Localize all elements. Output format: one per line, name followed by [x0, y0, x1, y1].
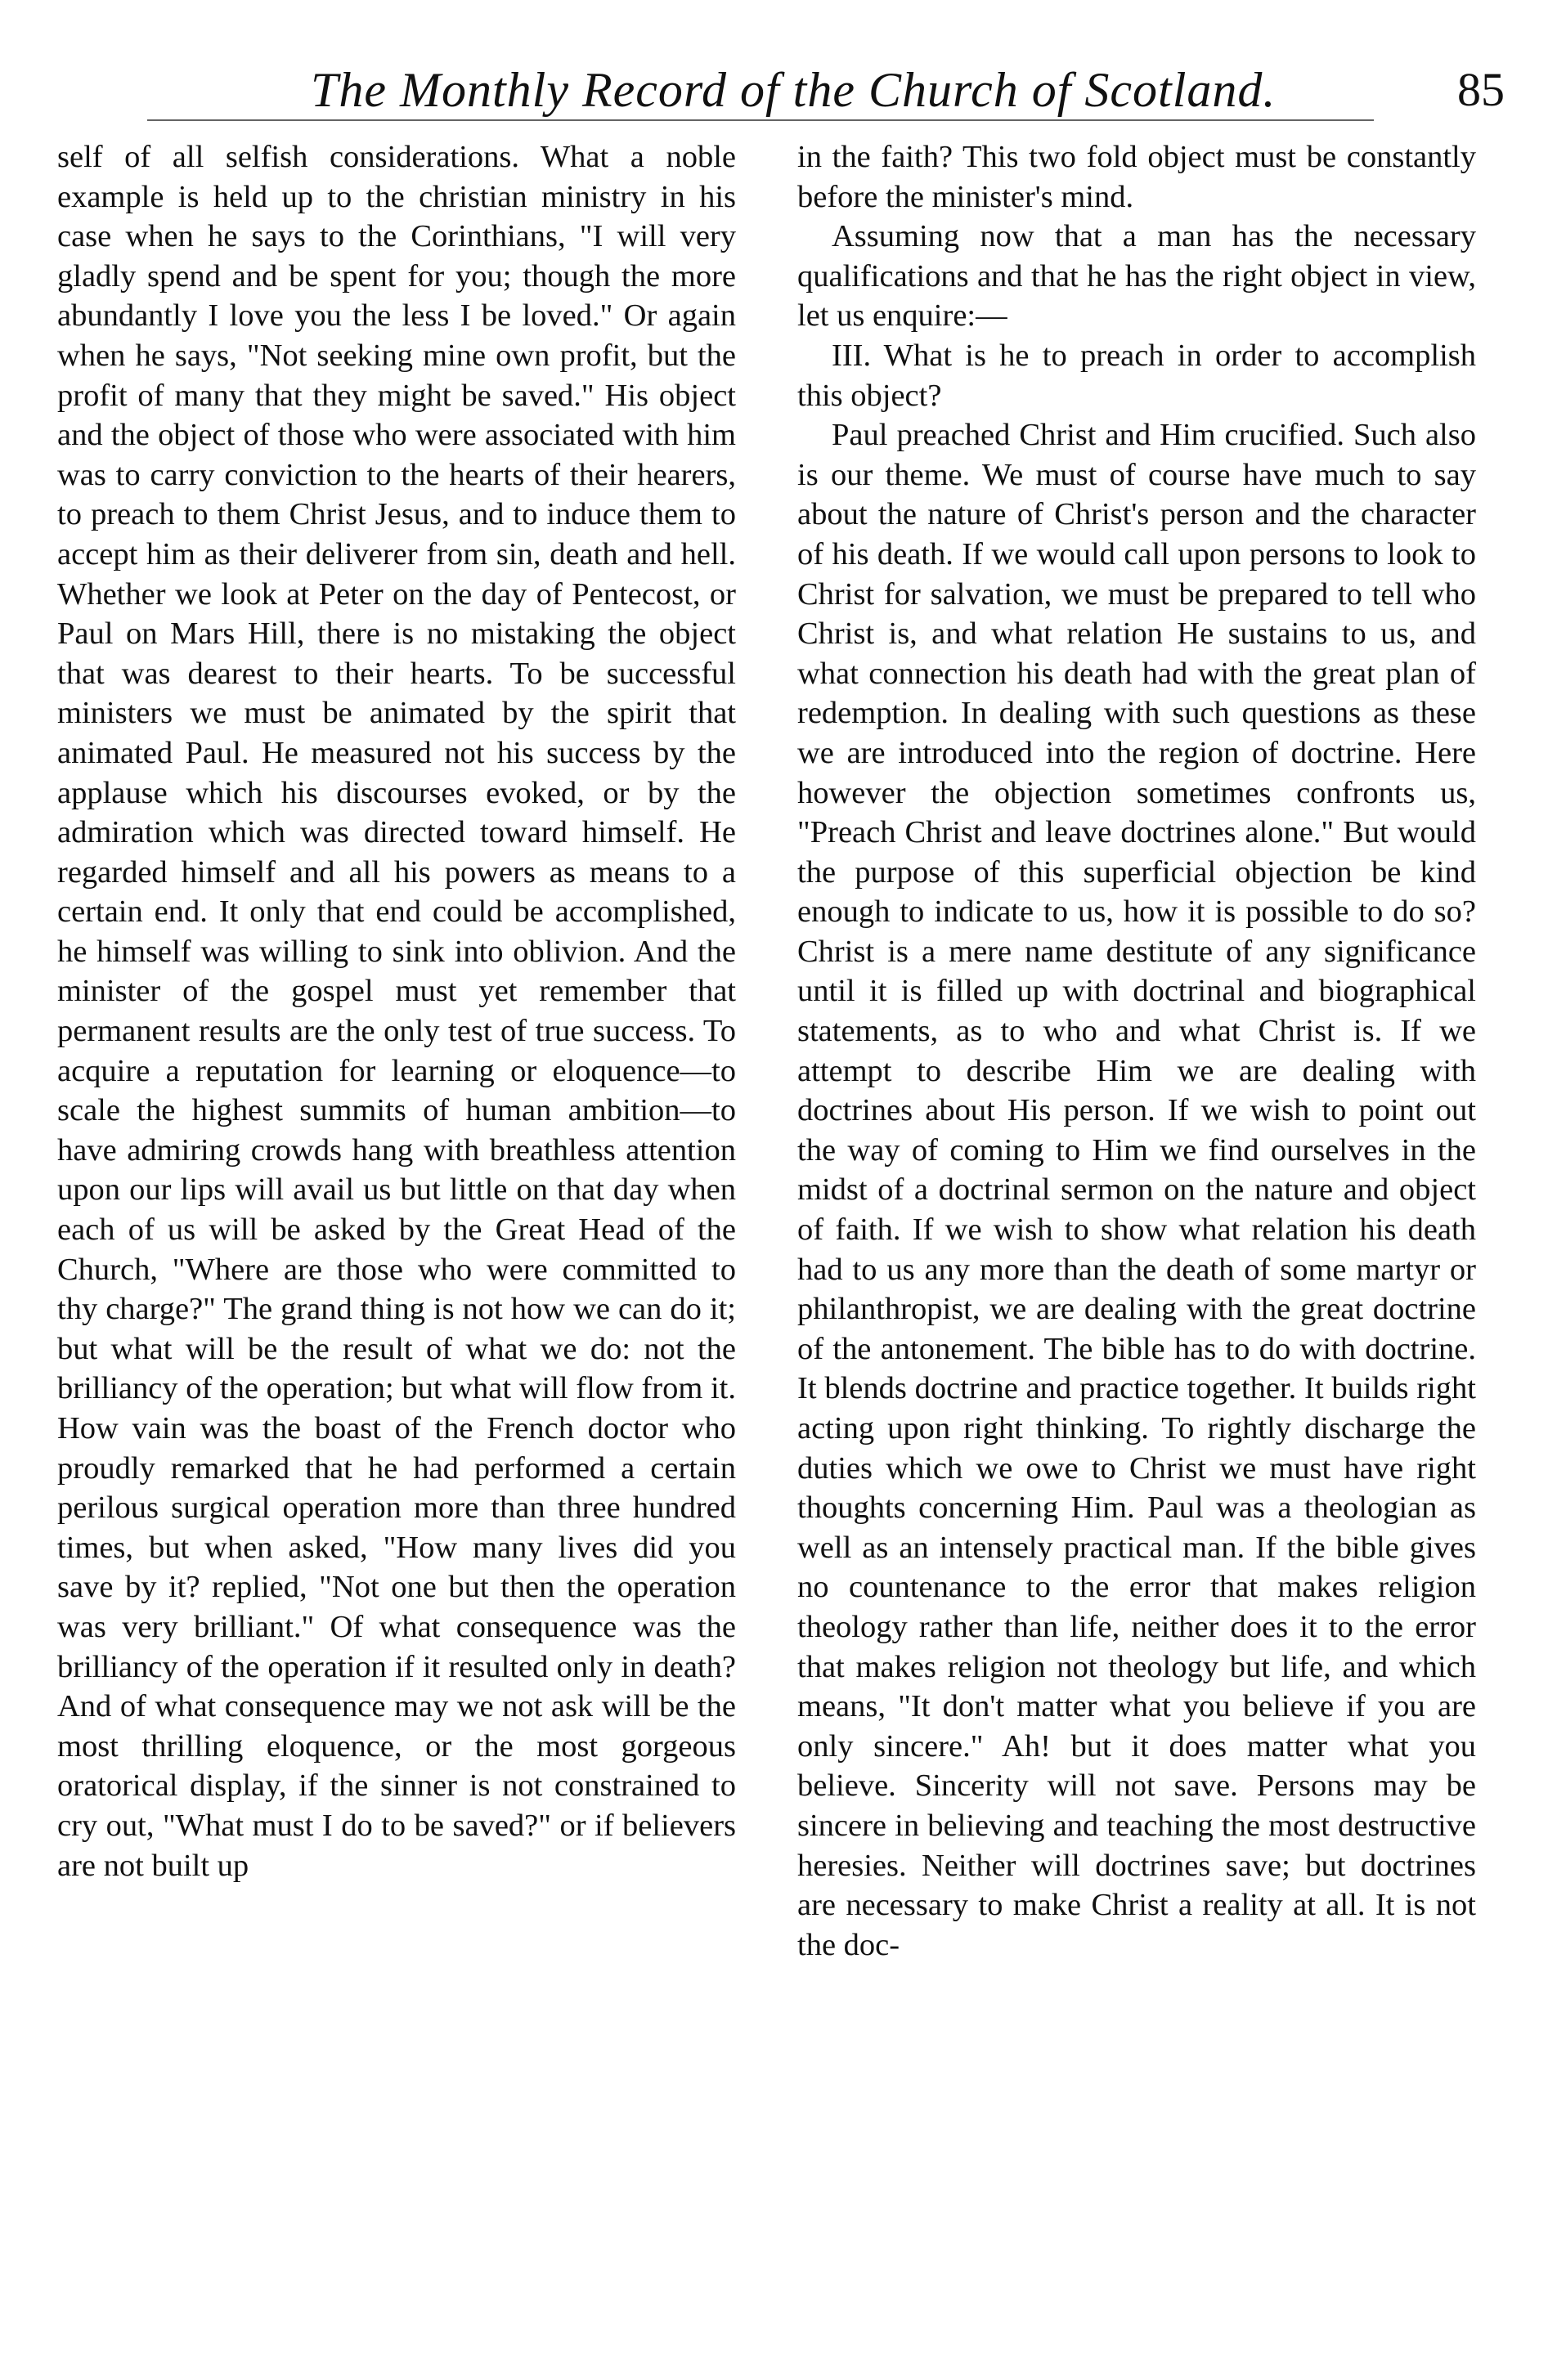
paragraph: self of all selfish considerations. What a noble example is held up to the christian ministry in his case when he says to the Corinthians, "I will very gladly spend and be spent for you; though the more abundantly I love you the less I be loved." Or again when he says, "Not seeking mine own profit, but the profit of many that they might be saved." His object and the object of those who were associated with him was to carry conviction to the hearts of their hearers, to preach to them Christ Jesus, and to induce them to accept him as their deliverer from sin, death and hell. Whether we look at Peter on the day of Pentecost, or Paul on Mars Hill, there is no mistaking the object that was dearest to their hearts. To be successful ministers we must be animated by the spirit that animated Paul. He measured not his success by the applause which his discourses evoked, or by the admiration which was directed toward himself. He regarded himself and all his powers as means to a certain end. It only that end could be accomplished, he himself was willing to sink into oblivion. And the minister of the gospel must yet remember that permanent results are the only test of true success. To acquire a reputation for learning or eloquence—to scale the highest summits of human ambition—to have admiring crowds hang with breathless attention upon our lips will avail us but little on that day when each of us will be asked by the Great Head of the Church, "Where are those who were committed to thy charge?" The grand thing is not how we can do it; but what will be the result of what we do: not the brilliancy of the operation; but what will flow from it. How vain was the boast of the French doctor who proudly remarked that he had performed a certain perilous surgical operation more than three hundred times, but when asked, "How many lives did you save by it? replied, "Not one but then the operation was very brilliant." Of what consequence was the brilliancy of the operation if it resulted only in death? And of what consequence may we not ask will be the most thrilling eloquence, or the most gorgeous oratorical display, if the sinner is not constrained to cry out, "What must I do to be saved?" or if believers are not built up: [57, 140, 736, 1883]
header-rule: [147, 119, 1374, 121]
left-column: [57, 137, 736, 1885]
section-heading: III. What is he to preach in order to accomplish this object?: [797, 338, 1476, 413]
paragraph: in the faith? This two fold object must be constantly before the minister's mind.: [797, 140, 1476, 214]
page-number: 85: [1457, 63, 1505, 116]
paragraph: Assuming now that a man has the necessary qualifications and that he has the right object in view, let us enquire:—: [797, 219, 1476, 334]
right-column: [797, 137, 1476, 1965]
journal-title: The Monthly Record of the Church of Scotland.: [311, 63, 1277, 117]
paragraph: Paul preached Christ and Him crucified. Such also is our theme. We must of course have much to say about the nature of Christ's person and the character of his death. If we would call upon persons to look to Christ for salvation, we must be prepared to tell who Christ is, and what relation He sustains to us, and what connection his death had with the great plan of redemption. In dealing with such questions as these we are introduced into the region of doctrine. Here however the objection sometimes confronts us, "Preach Christ and leave doctrines alone." But would the purpose of this superficial objection be kind enough to indicate to us, how it is possible to do so? Christ is a mere name destitute of any significance until it is filled up with doctrinal and biographical statements, as to who and what Christ is. If we attempt to describe Him we are dealing with doctrines about His person. If we wish to point out the way of coming to Him we find ourselves in the midst of a doctrinal sermon on the nature and object of faith. If we wish to show what relation his death had to us any more than the death of some martyr or philanthropist, we are dealing with the great doctrine of the antonement. The bible has to do with doctrine. It blends doctrine and practice together. It builds right acting upon right thinking. To rightly discharge the duties which we owe to Christ we must have right thoughts concerning Him. Paul was a theologian as well as an intensely practical man. If the bible gives no countenance to the error that makes religion theology rather than life, neither does it to the error that makes religion not theology but life, and which means, "It don't matter what you believe if you are only sincere." Ah! but it does matter what you believe. Sincerity will not save. Persons may be sincere in believing and teaching the most destructive heresies. Neither will doctrines save; but doctrines are necessary to make Christ a reality at all. It is not the doc-: [797, 418, 1476, 1962]
page-header: [147, 57, 1521, 131]
